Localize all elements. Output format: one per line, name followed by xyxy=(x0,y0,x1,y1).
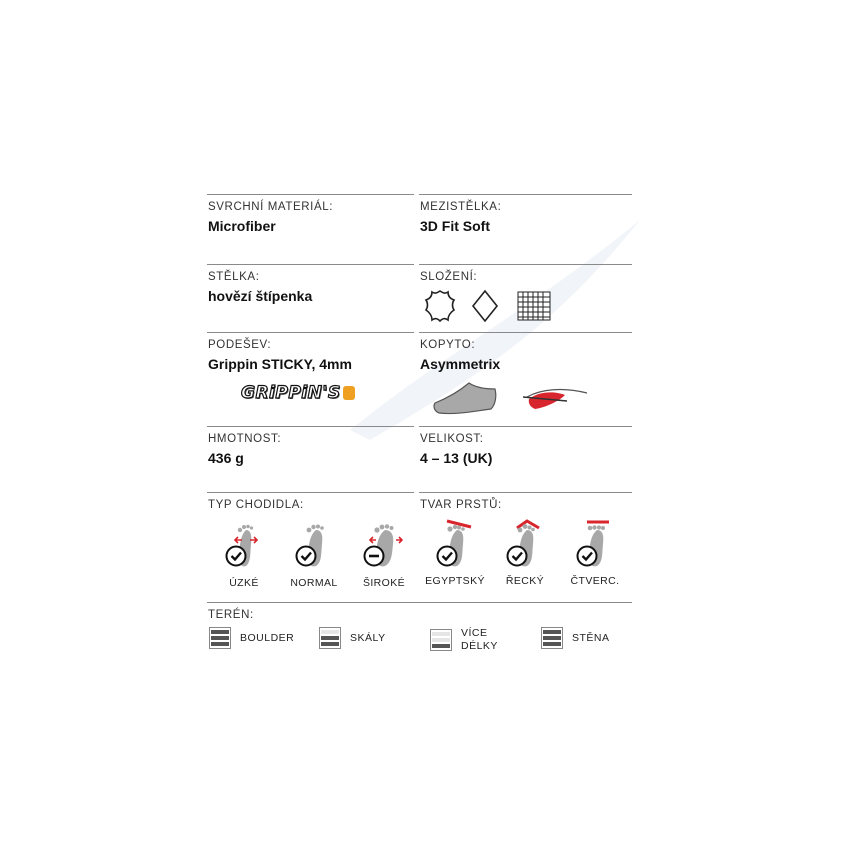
grippin-logo-text: GRiPPiN'S xyxy=(241,383,341,403)
toe-greek-caption: ŘECKÝ xyxy=(505,575,545,587)
terrain-boulder-caption: BOULDER xyxy=(240,631,295,644)
spec-last-label: KOPYTO: xyxy=(420,339,476,351)
foot-type-normal xyxy=(279,524,349,589)
spec-size xyxy=(419,426,632,493)
terrain-wall-icon xyxy=(541,627,563,649)
grippin-s-badge xyxy=(343,386,355,400)
spec-upper-value: Microfiber xyxy=(208,218,276,234)
terrain-multipitch xyxy=(430,627,498,653)
spec-composition xyxy=(419,264,632,333)
terrain-rocks-caption: SKÁLY xyxy=(350,631,386,644)
toe-shape-greek xyxy=(490,518,560,587)
toe-egyptian-caption: EGYPTSKÝ xyxy=(425,575,485,587)
mesh-textile-icon xyxy=(517,291,551,321)
synthetic-diamond-icon xyxy=(471,289,499,323)
spec-last xyxy=(419,332,632,427)
leather-icon xyxy=(424,289,456,323)
shoe-profile-icon xyxy=(431,379,499,417)
spec-midsole-label: MEZISTĚLKA: xyxy=(420,201,502,213)
spec-weight-label: HMOTNOST: xyxy=(208,433,282,445)
toe-greek-icon xyxy=(503,518,547,570)
spec-insole xyxy=(207,264,414,333)
foot-narrow-icon xyxy=(224,524,264,570)
terrain-multipitch-caption-line1: VÍCE xyxy=(461,627,488,639)
spec-insole-label: STĚLKA: xyxy=(208,271,260,283)
toe-square-caption: ČTVERC. xyxy=(570,575,620,587)
toe-shape-label: TVAR PRSTŮ: xyxy=(420,499,502,511)
toe-shape-square xyxy=(560,518,630,587)
grippin-logo xyxy=(241,383,355,403)
spec-sole-label: PODEŠEV: xyxy=(208,339,272,351)
terrain-boulder-icon xyxy=(209,627,231,649)
terrain-rocks-icon xyxy=(319,627,341,649)
spec-insole-value: hovězí štípenka xyxy=(208,288,313,304)
spec-weight-value: 436 g xyxy=(208,450,244,466)
foot-type-wide-caption: ŠIROKÉ xyxy=(362,577,406,589)
spec-composition-label: SLOŽENÍ: xyxy=(420,271,478,283)
asymmetric-last-icon xyxy=(521,385,591,413)
spec-sole xyxy=(207,332,414,427)
spec-upper xyxy=(207,194,414,265)
foot-type-normal-caption: NORMAL xyxy=(290,577,338,589)
terrain-wall-caption: STĚNA xyxy=(572,631,610,644)
spec-weight xyxy=(207,426,414,493)
foot-type-label: TYP CHODIDLA: xyxy=(208,499,304,511)
terrain-label: TERÉN: xyxy=(208,609,254,621)
terrain-multipitch-icon xyxy=(430,629,452,651)
foot-wide-icon xyxy=(362,524,406,570)
terrain-boulder xyxy=(209,627,294,649)
spec-midsole-value: 3D Fit Soft xyxy=(420,218,490,234)
spec-size-label: VELIKOST: xyxy=(420,433,484,445)
spec-sole-value: Grippin STICKY, 4mm xyxy=(208,356,352,372)
terrain-wall xyxy=(541,627,610,649)
spec-midsole xyxy=(419,194,632,265)
toe-egyptian-icon xyxy=(433,518,477,570)
foot-type-narrow-caption: ÚZKÉ xyxy=(229,577,259,589)
spec-upper-label: SVRCHNÍ MATERIÁL: xyxy=(208,201,334,213)
toe-square-icon xyxy=(573,518,617,570)
foot-type-narrow xyxy=(209,524,279,589)
toe-shape-egyptian xyxy=(420,518,490,587)
foot-normal-icon xyxy=(294,524,334,570)
foot-type-wide xyxy=(349,524,419,589)
spec-size-value: 4 – 13 (UK) xyxy=(420,450,493,466)
terrain-rocks xyxy=(319,627,386,649)
spec-last-value: Asymmetrix xyxy=(420,356,501,372)
terrain-multipitch-caption-line2: DÉLKY xyxy=(461,640,498,652)
